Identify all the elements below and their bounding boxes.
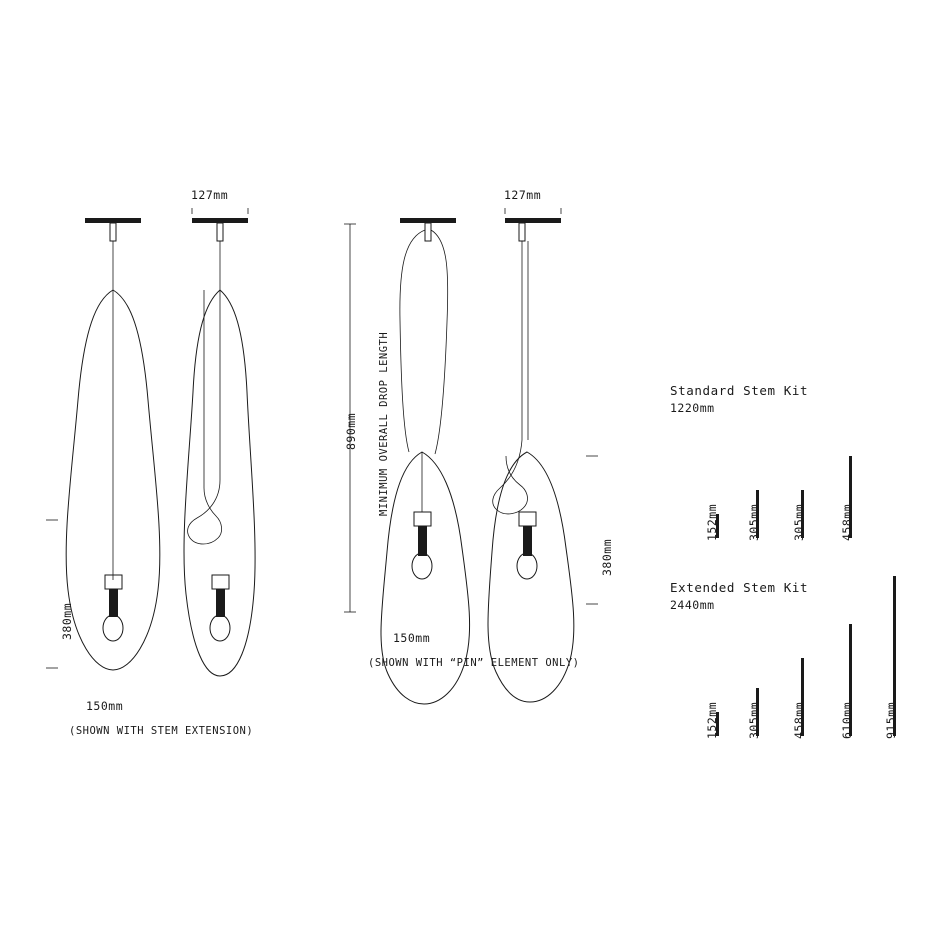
extended-stem-kit-total: 2440mm	[670, 598, 715, 612]
extended-rod-label-1: 152mm	[705, 701, 719, 739]
view-2-depth-label: 150mm	[393, 631, 431, 645]
view-2-height-dimension	[586, 456, 598, 604]
extended-rod-label-3: 458mm	[792, 701, 806, 739]
standard-rod-label-2: 305mm	[747, 503, 761, 541]
standard-stem-kit-title: Standard Stem Kit	[670, 383, 809, 398]
view-2-width-dimension	[505, 208, 561, 214]
standard-stem-kit-rods	[716, 456, 852, 538]
view-2-height-label: 380mm	[600, 538, 614, 576]
view-1-width-dimension	[192, 208, 248, 214]
view-2-drop-axis-label: MINIMUM OVERALL DROP LENGTH	[378, 331, 390, 516]
view-2-width-label: 127mm	[504, 188, 542, 202]
lamp-view-2-side	[488, 218, 574, 702]
view-1-height-dimension	[46, 520, 58, 668]
view-1-width-label: 127mm	[191, 188, 229, 202]
view-2-note: (SHOWN WITH “PIN” ELEMENT ONLY)	[368, 657, 580, 669]
view-1-height-label: 380mm	[60, 602, 74, 640]
standard-rod-label-1: 152mm	[705, 503, 719, 541]
view-2-drop-label: 890mm	[344, 412, 358, 450]
standard-stem-kit-total: 1220mm	[670, 401, 715, 415]
view-1-note: (SHOWN WITH STEM EXTENSION)	[69, 725, 254, 737]
standard-rod-label-3: 305mm	[792, 503, 806, 541]
extended-rod-label-5: 915mm	[884, 701, 898, 739]
standard-rod-label-4: 458mm	[840, 503, 854, 541]
extended-rod-label-4: 610mm	[840, 701, 854, 739]
lamp-view-1-front	[66, 218, 160, 670]
view-1-depth-label: 150mm	[86, 699, 124, 713]
extended-stem-kit-rods	[716, 576, 896, 736]
extended-rod-label-2: 305mm	[747, 701, 761, 739]
extended-stem-kit-title: Extended Stem Kit	[670, 580, 809, 595]
lamp-view-1-side	[184, 218, 255, 676]
